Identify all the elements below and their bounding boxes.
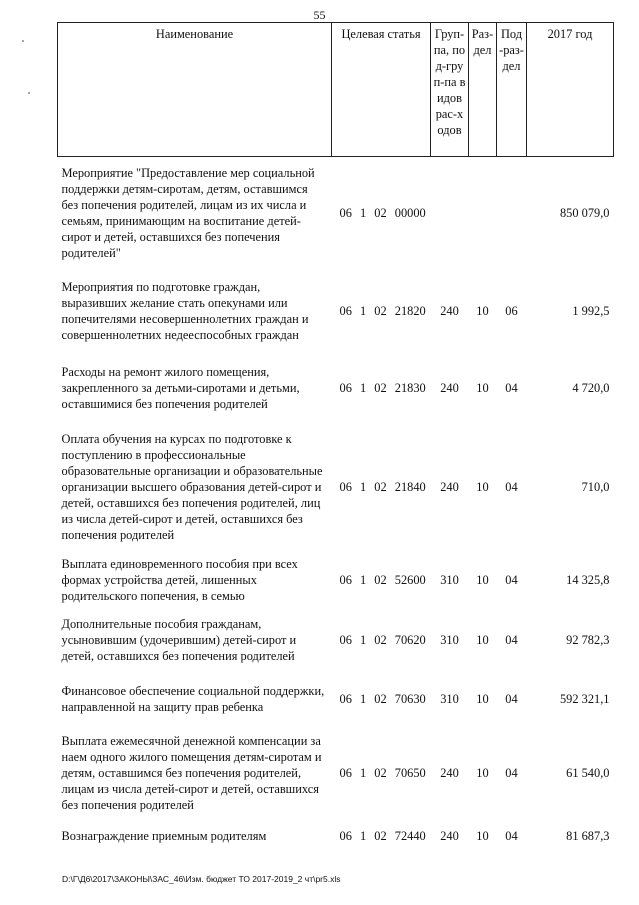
row-group: 310 (440, 632, 459, 647)
row-podrazdel (497, 157, 527, 269)
row-group: 240 (440, 765, 459, 780)
file-path-footer: D:\Г\Д6\2017\ЗАКОНЫ\ЗАС_46\Изм. бюджет ТО 2017-2019_2 чт\pr5.xls (62, 874, 341, 884)
header-razdel: Раз-дел (469, 23, 497, 157)
row-group: 310 (440, 691, 459, 706)
row-code: 06 1 02 72440 (339, 828, 426, 843)
row-group (431, 157, 469, 269)
row-name: Расходы на ремонт жилого помещения, закрепленного за детьми-сиротами и детьми, оставшимися без попечения родителей (61, 364, 300, 411)
row-name: Финансовое обеспечение социальной поддержки, направленной на защиту прав ребенка (61, 683, 325, 714)
row-name: Выплата ежемесячной денежной компенсации за наем одного жилого помещения детям-сиротам и детям, оставшимся без попечения родителей, лицам из числа детей-сирот и детей, оставшихся без попечения родителей (61, 733, 322, 812)
row-group: 240 (440, 479, 459, 494)
row-name: Оплата обучения на курсах по подготовке к поступлению в профессиональные образовательные организации и образовательные организации высшего образования детей-сирот и детей, оставшихся без попечения родителей, лиц из числа детей-сирот и детей, оставшихся без попечения родителей (61, 431, 323, 542)
row-code: 06 1 02 70650 (339, 765, 426, 780)
scan-speck (22, 40, 24, 42)
row-name: Дополнительные пособия гражданам, усыновившим (удочерившим) детей-сирот и детей, оставшихся без попечения родителей (61, 616, 297, 663)
table-row (58, 551, 614, 609)
row-group: 240 (440, 380, 459, 395)
row-podrazdel: 04 (505, 572, 518, 587)
row-name: Выплата единовременного пособия при всех формах устройства детей, лишенных родительского попечения, в семью (61, 556, 298, 603)
row-razdel: 10 (476, 691, 489, 706)
table-row (58, 423, 614, 551)
page-number: 55 (313, 8, 326, 22)
table-row (58, 671, 614, 727)
row-amount: 4 720,0 (572, 380, 610, 395)
table-row (58, 727, 614, 819)
table-row (58, 609, 614, 671)
table-row (58, 269, 614, 353)
row-code: 06 1 02 21840 (339, 479, 426, 494)
header-name: Наименование (58, 23, 332, 157)
row-name: Мероприятия по подготовке граждан, выразивших желание стать опекунами или попечителями несовершеннолетних граждан и совершеннолетних недееспособных граждан (61, 279, 309, 342)
row-razdel: 10 (476, 572, 489, 587)
row-code: 06 1 02 52600 (339, 572, 426, 587)
row-razdel: 10 (476, 303, 489, 318)
row-amount: 61 540,0 (566, 765, 610, 780)
row-code: 06 1 02 21830 (339, 380, 426, 395)
row-razdel (469, 157, 497, 269)
row-group: 310 (440, 572, 459, 587)
scan-speck (28, 92, 30, 94)
row-amount: 850 079,0 (559, 205, 610, 220)
row-podrazdel: 04 (505, 765, 518, 780)
row-razdel: 10 (476, 632, 489, 647)
row-amount: 1 992,5 (572, 303, 610, 318)
row-code: 06 1 02 00000 (339, 205, 426, 220)
row-razdel: 10 (476, 765, 489, 780)
row-code: 06 1 02 70630 (339, 691, 426, 706)
budget-table (57, 22, 614, 853)
row-podrazdel: 04 (505, 479, 518, 494)
row-amount: 592 321,1 (559, 691, 610, 706)
row-podrazdel: 06 (505, 303, 518, 318)
row-razdel: 10 (476, 479, 489, 494)
table-row (58, 353, 614, 423)
row-code: 06 1 02 21820 (339, 303, 426, 318)
row-podrazdel: 04 (505, 691, 518, 706)
row-group: 240 (440, 828, 459, 843)
header-year: 2017 год (527, 23, 614, 157)
row-amount: 92 782,3 (566, 632, 610, 647)
row-podrazdel: 04 (505, 380, 518, 395)
row-amount: 710,0 (581, 479, 610, 494)
row-razdel: 10 (476, 828, 489, 843)
row-razdel: 10 (476, 380, 489, 395)
row-group: 240 (440, 303, 459, 318)
row-amount: 14 325,8 (566, 572, 610, 587)
table-row (58, 157, 614, 269)
header-podrazdel: Под-раз-дел (497, 23, 527, 157)
row-name: Мероприятие "Предоставление мер социальной поддержки детям-сиротам, детям, оставшимся без попечения родителей, лицам из их числа и семьям, принимающим на воспитание детей-сирот и детей, оставшихся без попечения родителей" (61, 165, 315, 260)
table-row (58, 819, 614, 853)
row-podrazdel: 04 (505, 632, 518, 647)
row-code: 06 1 02 70620 (339, 632, 426, 647)
table-header-row (58, 23, 614, 157)
row-podrazdel: 04 (505, 828, 518, 843)
row-amount: 81 687,3 (566, 828, 610, 843)
budget-table-wrapper (57, 22, 613, 853)
header-code: Целевая статья (332, 23, 431, 157)
row-name: Вознаграждение приемным родителям (61, 828, 267, 843)
header-group: Груп-па, под-груп-па видов рас-ходов (431, 23, 469, 157)
